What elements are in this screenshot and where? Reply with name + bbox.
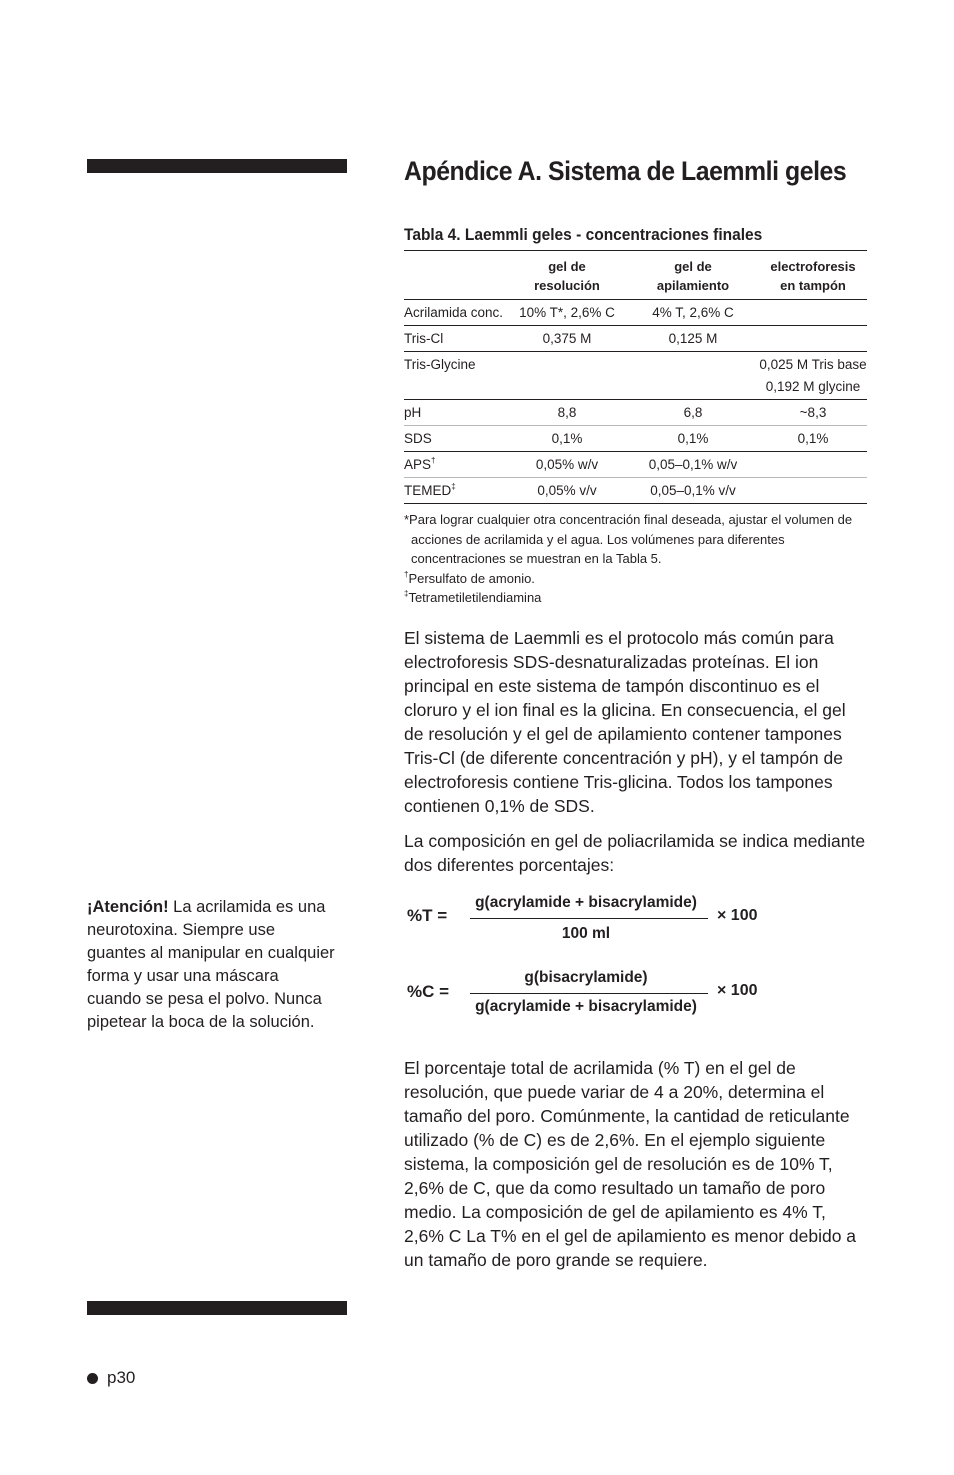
row-label: Acrilamida conc. <box>404 300 507 326</box>
table-cell: 0,1% <box>507 426 627 452</box>
table-cell: 0,125 M <box>627 326 759 352</box>
footnote-text: Tetrametiletilendiamina <box>408 590 542 605</box>
formula-multiplier: × 100 <box>717 982 758 999</box>
table-cell: 0,1% <box>627 426 759 452</box>
formula-denominator: g(acrylamide + bisacrylamide) <box>475 998 697 1015</box>
row-label: Tris-Glycine <box>404 352 507 400</box>
table-row <box>404 426 867 452</box>
table-cell: 0,375 M <box>507 326 627 352</box>
footnote-mark: † <box>431 456 436 465</box>
row-label <box>404 452 507 478</box>
table-cell <box>759 452 867 478</box>
concentrations-table <box>404 250 867 504</box>
table-cell <box>759 352 867 400</box>
header-text: en tampón <box>780 278 846 293</box>
table-footnotes <box>404 510 874 608</box>
header-text: electroforesis <box>770 259 856 274</box>
table-row <box>404 352 867 400</box>
cell-line: 0,192 M glycine <box>765 379 861 394</box>
table-cell: 8,8 <box>507 400 627 426</box>
footnote-mark: † <box>404 569 409 579</box>
header-text: gel de <box>674 259 712 274</box>
formula-numerator: g(acrylamide + bisacrylamide) <box>475 894 697 911</box>
paragraph-laemmli-system: El sistema de Laemmli es el protocolo más común para electroforesis SDS-desnaturalizadas proteínas. El ion principal en este sistema de tampón discontinuo es el cloruro y el ion final es la glicina. En consecuencia, el gel de resolución y el gel de apilamiento contener tampones Tris-Cl (de diferente concentración y pH), y el tampón de electroforesis contiene Tris-glicina. Todos los tampones contienen 0,1% de SDS. <box>404 628 846 816</box>
table-row <box>404 400 867 426</box>
paragraph-composition: La composición en gel de poliacrilamida se indica mediante dos diferentes porcentajes: <box>404 831 866 875</box>
table-caption: Tabla 4. Laemmli geles - concentraciones finales <box>404 226 763 244</box>
footnote-text: Persulfato de amonio. <box>408 570 535 586</box>
table-cell: ~8,3 <box>759 400 867 426</box>
table-cell <box>759 478 867 504</box>
formula-percent-t <box>404 890 764 950</box>
table-cell: 0,05% w/v <box>507 452 627 478</box>
bottom-decorative-bar <box>87 1301 347 1315</box>
header-stacking-gel <box>627 251 759 300</box>
fraction-line <box>470 918 708 919</box>
table-row <box>404 452 867 478</box>
formula-percent-c <box>404 965 764 1025</box>
table-row <box>404 478 867 504</box>
table-cell: 0,1% <box>759 426 867 452</box>
paragraph-total-acrylamide: El porcentaje total de acrilamida (% T) en el gel de resolución, que puede variar de 4 a 20%, determina el tamaño del poro. Comúnmente, la cantidad de reticulante utilizado (% de C) es de 2,6%. En el ejemplo siguiente sistema, la composición gel de resolución es de 10% T, 2,6% de C, que da como resultado un tamaño de poro medio. La composición de gel de apilamiento es 4% T, 2,6% C La T% en el gel de apilamiento es menor debido a un tamaño de poro grande se requiere. <box>404 1058 857 1270</box>
footnote-star: *Para lograr cualquier otra concentración final deseada, ajustar el volumen de acciones de acrilamida y el agua. Los volúmenes para diferentes concentraciones se muestran en la Tabla 5. <box>404 512 853 566</box>
table-cell <box>759 326 867 352</box>
table-cell: 0,05–0,1% v/v <box>650 483 736 498</box>
formula-denominator: 100 ml <box>561 925 611 942</box>
row-label-text: APS <box>404 457 432 472</box>
table-row <box>404 300 867 326</box>
footnote-dagger <box>404 569 874 589</box>
caution-lead: ¡Atención! <box>87 898 169 916</box>
footnote-mark: ‡ <box>451 482 456 491</box>
formula-numerator: g(bisacrylamide) <box>524 969 648 986</box>
header-empty <box>404 251 507 300</box>
page-footer <box>87 1367 135 1389</box>
table-header-row <box>404 251 867 300</box>
formula-multiplier: × 100 <box>717 907 758 924</box>
header-resolution-gel <box>507 251 627 300</box>
row-label: Tris-Cl <box>404 326 507 352</box>
row-label-text: TEMED <box>404 483 452 498</box>
table-cell: 0,05% v/v <box>537 483 597 498</box>
cell-line: 0,025 M Tris base <box>759 357 867 372</box>
fraction-line <box>470 993 708 994</box>
bullet-icon <box>87 1373 98 1384</box>
formula-lhs: %C = <box>407 982 450 1001</box>
table-row <box>404 326 867 352</box>
header-text: apilamiento <box>656 278 730 293</box>
header-running-buffer <box>759 251 867 300</box>
page-title: Apéndice A. Sistema de Laemmli geles <box>404 156 847 186</box>
formula-lhs: %T = <box>407 906 448 925</box>
table-cell: 6,8 <box>627 400 759 426</box>
table-cell <box>507 352 627 400</box>
caution-note <box>87 896 337 1034</box>
table-cell: 0,05–0,1% w/v <box>627 452 759 478</box>
page-number: p30 <box>107 1368 136 1387</box>
table-cell: 10% T*, 2,6% C <box>507 300 627 326</box>
caution-text: La acrilamida es una neurotoxina. Siempre use guantes al manipular en cualquier forma y usar una máscara cuando se pesa el polvo. Nunca pipetear la boca de la solución. <box>87 898 335 1031</box>
footnote-mark: ‡ <box>404 589 409 598</box>
row-label: SDS <box>404 426 507 452</box>
header-text: resolución <box>534 278 600 293</box>
table-cell: 4% T, 2,6% C <box>627 300 759 326</box>
table-cell <box>759 300 867 326</box>
footnote-double-dagger <box>404 588 874 608</box>
top-decorative-bar <box>87 159 347 173</box>
table-cell <box>627 352 759 400</box>
row-label: pH <box>404 400 507 426</box>
header-text: gel de <box>548 259 586 274</box>
row-label <box>404 478 507 504</box>
